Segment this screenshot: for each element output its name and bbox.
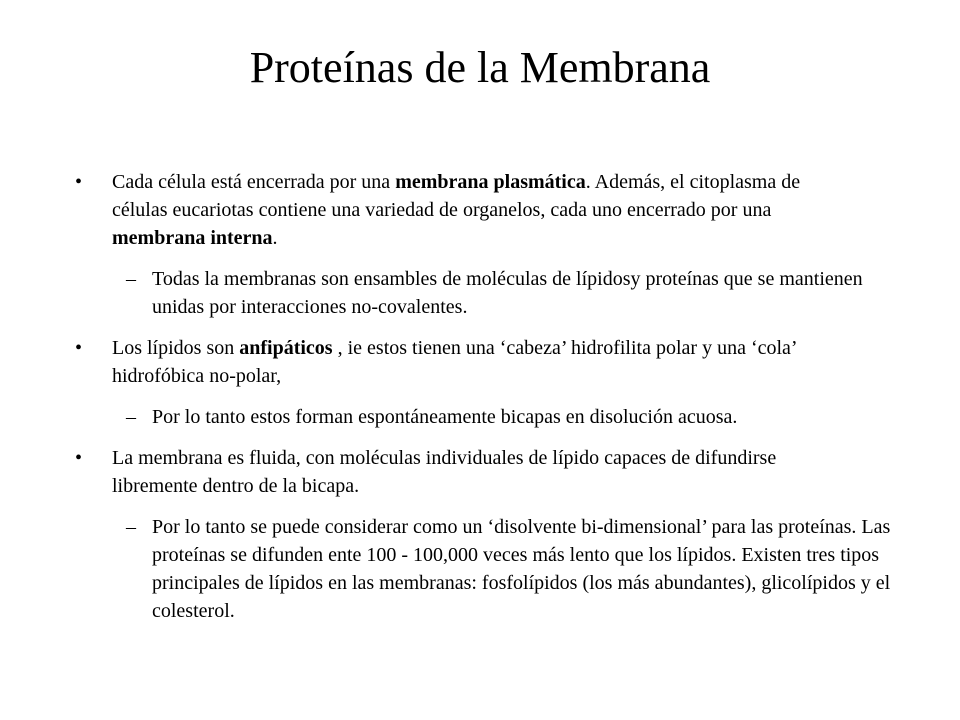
text-segment: Los lípidos son <box>112 337 240 359</box>
sub-bullet-item <box>0 403 960 431</box>
text-segment: Por lo tanto se puede considerar como un ‘disolvente bi-dimensional’ para las proteínas. Las proteínas se difunden ente 100 - 100,000 veces más lento que los lípidos. Existen tres tipos principales de lípidos en las membranas: fosfolípidos (los más abundantes), glicolípidos y el colesterol. <box>152 516 891 622</box>
bullet-text <box>152 513 892 625</box>
slide-title: Proteínas de la Membrana <box>249 43 711 92</box>
bullet-text <box>112 444 832 500</box>
bold-term: anfipáticos <box>239 337 333 359</box>
text-segment: . <box>272 227 278 249</box>
text-segment: Todas la membranas son ensambles de moléculas de lípidosy proteínas que se mantienen unidas por interacciones no-covalentes. <box>152 268 863 318</box>
bullet-marker: • <box>75 171 83 193</box>
bullet-marker: • <box>75 447 83 469</box>
bullet-item <box>0 168 960 252</box>
text-segment: La membrana es fluida, con moléculas individuales de lípido capaces de difundirse libremente dentro de la bicapa. <box>112 447 777 497</box>
sub-bullet-item <box>0 513 960 625</box>
dash-marker: – <box>126 516 136 538</box>
bullet-marker: • <box>75 337 83 359</box>
bullet-text <box>112 168 832 252</box>
bold-term: membrana plasmática <box>395 171 586 193</box>
bullet-item <box>0 334 960 390</box>
bold-term: membrana interna <box>112 227 273 249</box>
dash-marker: – <box>126 268 136 290</box>
bullet-text <box>152 265 892 321</box>
text-segment: , ie estos tienen una ‘cabeza’ hidrofilita polar y una ‘cola’ hidrofóbica no-polar, <box>112 337 797 387</box>
text-segment: . Además, el citoplasma de células eucariotas contiene una variedad de organelos, cada uno encerrado por una <box>112 171 801 221</box>
dash-marker: – <box>126 406 136 428</box>
bullet-text <box>152 403 892 431</box>
bullet-item <box>0 444 960 500</box>
text-segment: Cada célula está encerrada por una <box>112 171 396 193</box>
slide-content <box>0 168 960 638</box>
bullet-text <box>112 334 832 390</box>
text-segment: Por lo tanto estos forman espontáneamente bicapas en disolución acuosa. <box>152 406 738 428</box>
sub-bullet-item <box>0 265 960 321</box>
